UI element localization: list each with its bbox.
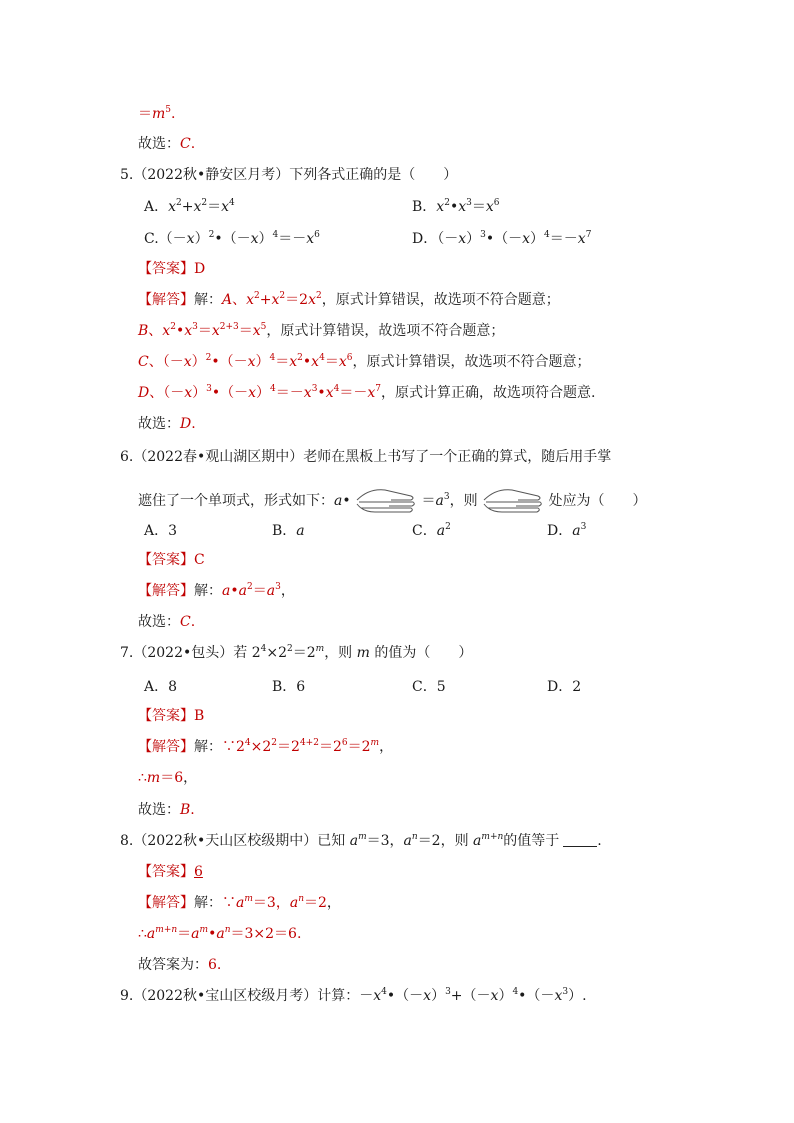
q6-answer: [138, 550, 205, 570]
prev-choose: 故选：C.: [138, 136, 196, 152]
q8-answer-value: 6: [194, 864, 203, 880]
q5-answer-label: 【答案】: [138, 261, 194, 277]
q5-analysis-1: 【解答】解：A、$x^2+x^2=2x^2$，原式计算错误，故选项不符合题意；: [138, 291, 560, 308]
prev-solution-tail: $=m^5$.: [138, 105, 176, 122]
q5-choose: 故选：D.: [138, 416, 196, 432]
q6-answer-value: C: [194, 552, 205, 568]
q6-answer-label: 【答案】: [138, 552, 194, 568]
q5-number: 5.: [120, 167, 134, 183]
q7-option-d-text: D．2: [547, 679, 582, 695]
q6-analysis-label: 【解答】: [138, 583, 194, 599]
q7-analysis-1: 【解答】解：$\because 2^4\times 2^2=2^{4+2}=2^6=2^m$，: [138, 738, 394, 755]
q6-stem-line2: 遮住了一个单项式，形式如下：a• $=a^3$，则 处应为（ ）: [138, 486, 647, 516]
q7-option-b-text: B．6: [272, 679, 306, 695]
q5-option-d: D．$(-x)^3•(-x)^4=-x^7$: [412, 230, 592, 247]
q5-option-a: A．$x^2+x^2=x^4$: [144, 198, 235, 215]
q5-stem-text: （2022秋•静安区月考）下列各式正确的是（ ）: [133, 167, 458, 183]
q7-choose: 故选：B.: [138, 802, 195, 818]
q5-analysis-3: C、$(-x)^2•(-x)^4=x^2•x^4=x^6$，原式计算错误，故选项不符合题意；: [138, 353, 591, 370]
q6-choose: 故选：C.: [138, 614, 196, 630]
q7-option-c-text: C．5: [412, 679, 446, 695]
q5-analysis-2: B、$x^2•x^3=x^{2+3}=x^5$，原式计算错误，故选项不符合题意；: [138, 322, 505, 339]
q7-option-a-text: A．8: [144, 679, 178, 695]
q6-option-b: B．a: [272, 523, 305, 539]
q5-answer-value: D: [194, 261, 206, 277]
q8-number: 8.: [120, 833, 134, 849]
q5-answer: [138, 259, 205, 279]
q8-answer: [138, 862, 203, 882]
q5-stem: [120, 165, 457, 185]
q5-option-b: B．$x^2•x^3=x^6$: [412, 198, 500, 215]
q6-stem-text: （2022春•观山湖区期中）老师在黑板上书写了一个正确的算式，随后用手掌: [133, 449, 612, 465]
q8-analysis-1: 【解答】解：$\because a^m=3$，$a^n=2$，: [138, 894, 341, 911]
q7-option-c: [412, 676, 446, 696]
hand-icon: [355, 486, 417, 516]
q9-number: 9.: [120, 988, 134, 1004]
q5-analysis-4: D、$(-x)^3•(-x)^4=-x^3•x^4=-x^7$，原式计算正确，故选项符合题意.: [138, 384, 596, 401]
q6-stem: [120, 447, 611, 467]
q6-option-c: C．$a^2$: [412, 522, 451, 539]
q7-option-b: [272, 676, 305, 696]
q7-answer-value: B: [194, 708, 205, 724]
q7-stem: 7.（2022•包头）若 $2^4\times 2^2=2^m$，则 m 的值为（ ）: [120, 644, 473, 661]
q8-stem: 8.（2022秋•天山区校级期中）已知 $a^m=3$，$a^n=2$，则 $a^{m+n}$的值等于 .: [120, 832, 602, 849]
q6-analysis: 【解答】解：$a•a^2=a^3$，: [138, 582, 295, 599]
q7-number: 7.: [120, 645, 134, 661]
q7-option-d: [547, 676, 581, 696]
q7-answer-label: 【答案】: [138, 708, 194, 724]
q8-analysis-label: 【解答】: [138, 895, 194, 911]
q8-choose: 故答案为：6.: [138, 957, 222, 973]
q6-option-d: D．$a^3$: [547, 522, 587, 539]
q7-analysis-label: 【解答】: [138, 739, 194, 755]
q6-option-a: [144, 520, 177, 540]
q8-answer-label: 【答案】: [138, 864, 194, 880]
q7-option-a: [144, 676, 177, 696]
q6-option-a-text: A．3: [144, 523, 178, 539]
q8-analysis-2: $\therefore a^{m+n}=a^m•a^n=3\times 2=6$.: [138, 925, 302, 942]
q9-stem: 9.（2022秋•宝山区校级月考）计算：$-x^4•(-x)^3+(-x)^4•(-x^3)$.: [120, 987, 587, 1004]
q5-option-c: $C.(-x)^2•(-x)^4=-x^6$: [144, 230, 320, 247]
hand-icon: [482, 486, 544, 516]
q6-number: 6.: [120, 449, 134, 465]
q5-analysis-label: 【解答】: [138, 292, 194, 308]
answer-blank[interactable]: [563, 832, 597, 847]
q8-stem-end: .: [597, 833, 602, 849]
q7-analysis-2: ∴m＝6，: [138, 770, 198, 786]
q7-answer: [138, 706, 204, 726]
